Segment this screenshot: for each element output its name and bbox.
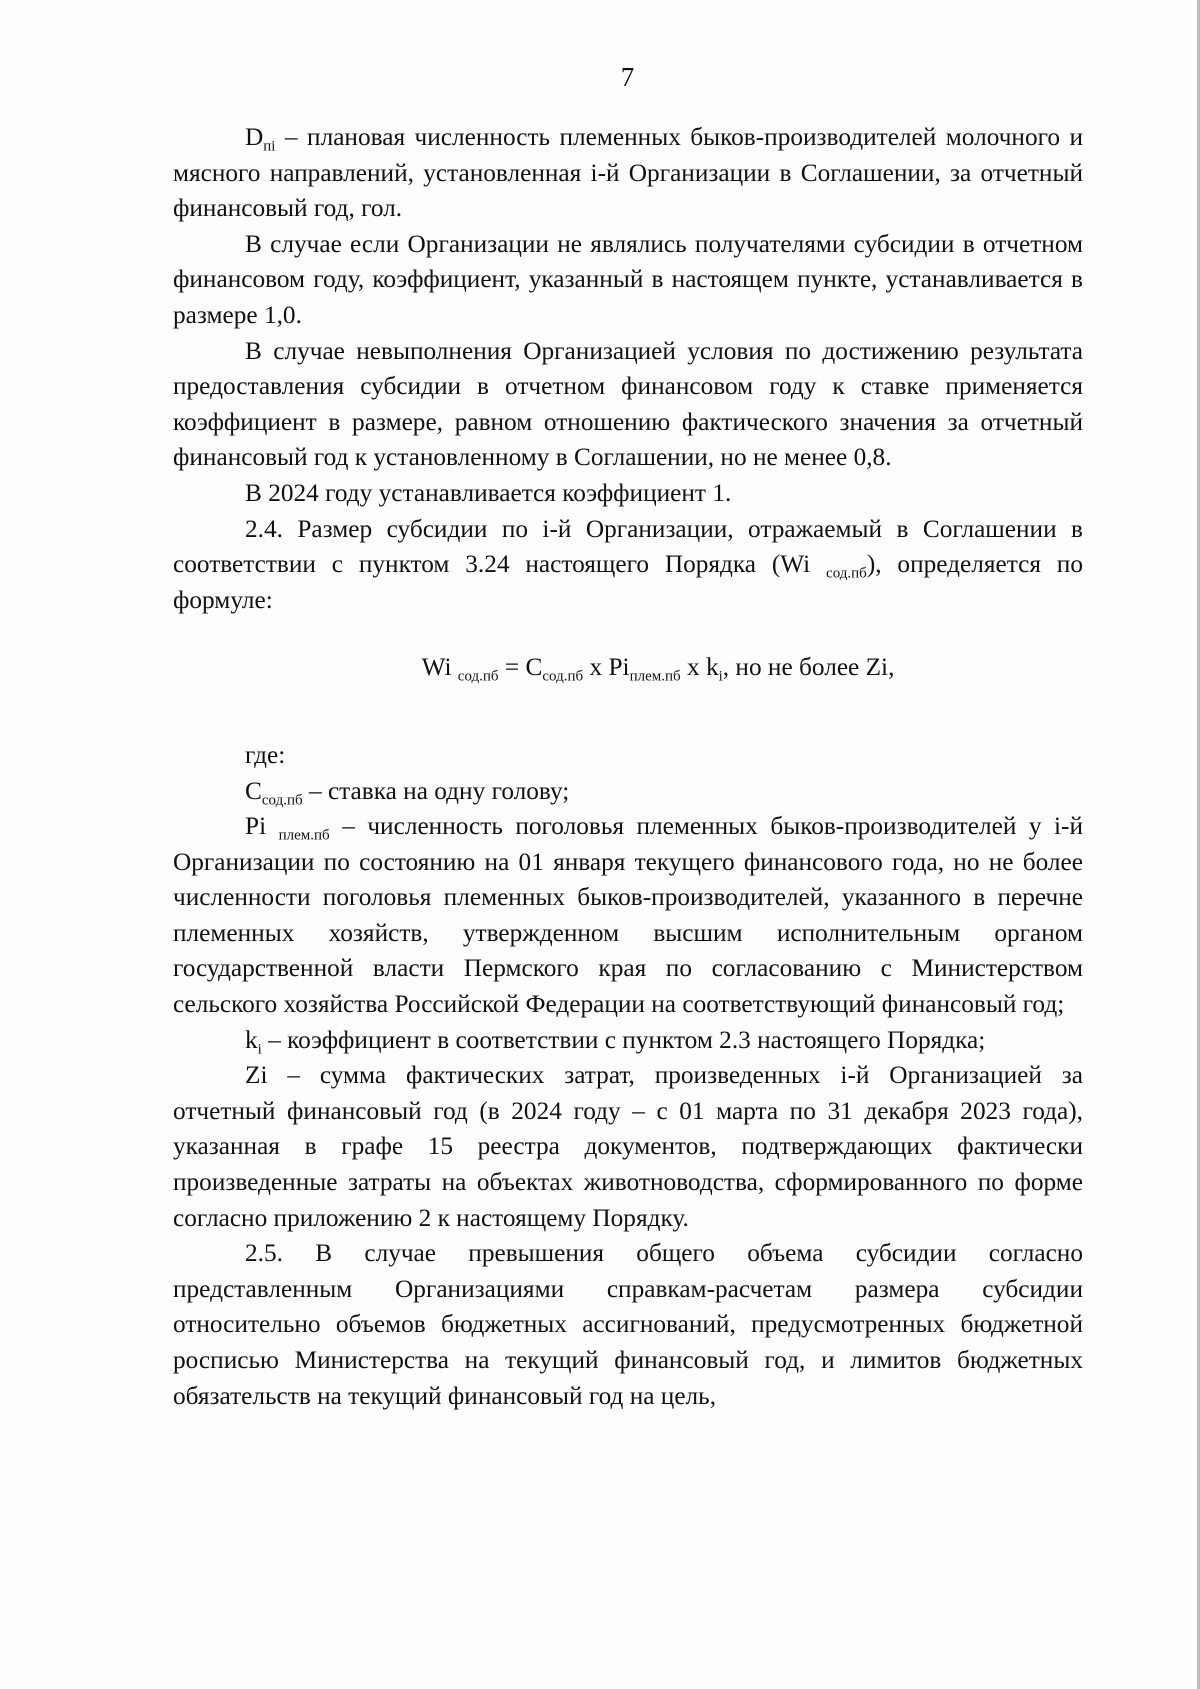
c-definition-text: – ставка на одну голову; [302,776,570,805]
formula-eq-c: = C [498,653,543,682]
formula [173,650,1083,686]
paragraph-not-recipients: В случае если Организации не являлись получателями субсидии в отчетном финансовом году, коэффициент, указанный в настоящем пункте, устанавливается в размере 1,0. [173,229,1083,329]
paragraph-dpi-definition [173,120,1083,227]
formula-pi-sub: плем.пб [629,668,681,685]
paragraph-k-definition [173,1023,1083,1059]
formula-w-sub: сод.пб [457,668,499,685]
pi-subscript: плем.пб [278,827,330,844]
paragraph-2-4 [173,512,1083,619]
paragraph-pi-definition [173,809,1083,1023]
k-definition-text: – коэффициент в соответствии с пунктом 2.3 настоящего Порядка; [261,1025,986,1054]
paragraph-where: где: [245,740,286,769]
document-body [173,120,1083,1414]
k-symbol: k [245,1025,258,1054]
dpi-subscript: пi [263,138,276,155]
formula-tail: , но не более Zi, [722,653,895,682]
paragraph-z-definition: Zi – сумма фактических затрат, произведенных i-й Организацией за отчетный финансовый год (в 2024 году – с 01 марта по 31 декабря 2023 года), указанная в графе 15 реестра документов, подтверждающих фактически произведенные затраты на объектах животноводства, сформированного по форме согласно приложению 2 к настоящему Порядку. [173,1061,1083,1232]
formula-x-k: x k [680,653,719,682]
dpi-symbol: D [245,123,264,151]
c-symbol: C [245,776,262,805]
p24-text-before: 2.4. Размер субсидии по i-й Организации, отражаемый в Соглашении в соответствии с пунктом 3.24 настоящего Порядка (Wi [173,514,1083,579]
pi-definition-text: – численность поголовья племенных быков-производителей у i-й Организации по состоянию на 01 января текущего финансового года, но не более численности поголовья племенных быков-производителей, указанного в перечне племенных хозяйств, утвержденном высшим исполнительным органом государственной власти Пермского края по согласованию с Министерством сельского хозяйства Российской Федерации на соответствующий финансовый год; [173,812,1083,1019]
formula-c-sub: сод.пб [542,668,584,685]
formula-k-sub: i [718,668,723,685]
page-number: 7 [620,62,635,92]
pi-symbol: Pi [245,812,279,841]
formula-x-pi: x Pi [583,653,630,682]
paragraph-2-5: 2.5. В случае превышения общего объема субсидии согласно представленным Организациями справкам-расчетам размера субсидии относительно объемов бюджетных ассигнований, предусмотренных бюджетной росписью Министерства на текущий финансовый год, и лимитов бюджетных обязательств на текущий финансовый год на цель, [173,1239,1083,1410]
k-subscript: i [257,1040,262,1057]
paragraph-c-definition [173,774,1083,810]
paragraph-2024-coefficient: В 2024 году устанавливается коэффициент 1. [245,478,732,507]
p24-text-after: ), определяется по формуле: [173,550,1083,614]
p24-subscript: сод.пб [826,565,867,582]
formula-w: Wi [421,653,458,682]
dpi-definition-text: – плановая численность племенных быков-производителей молочного и мясного направлений, установленная i-й Организации в Соглашении, за отчетный финансовый год, гол. [173,123,1083,223]
c-subscript: сод.пб [261,791,303,808]
paragraph-non-fulfillment: В случае невыполнения Организацией условия по достижению результата предоставления субсидии в отчетном финансовом году к ставке применяется коэффициент в размере, равном отношению фактического значения за отчетный финансовый год к установленному в Соглашении, но не менее 0,8. [173,336,1083,472]
